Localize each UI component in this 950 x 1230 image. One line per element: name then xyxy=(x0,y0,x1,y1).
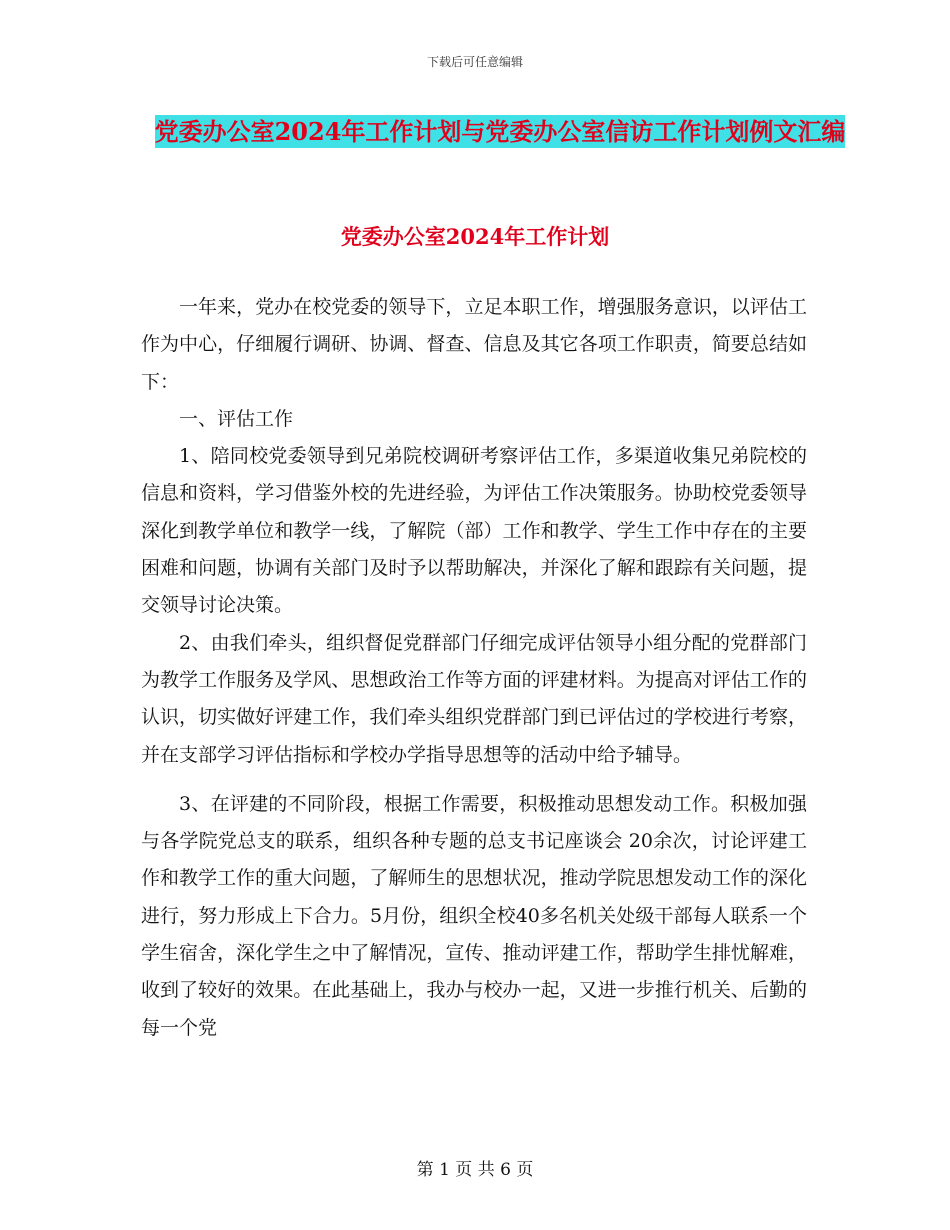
paragraph-item-3: 3、在评建的不同阶段，根据工作需要，积极推动思想发动工作。积极加强与各学院党总支的联系，组织各种专题的总支书记座谈会 20余次，讨论评建工作和教学工作的重大问题，了解师生的思想状况，推动学院思想发动工作的深化进行，努力形成上下合力。5月份，组织全校40多名机关处级干部每人联系一个学生宿舍，深化学生之中了解情况，宣传、推动评建工作，帮助学生排忧解难，收到了较好的效果。在此基础上，我办与校办一起，又进一步推行机关、后勤的每一个党 xyxy=(141,792,807,1039)
header-note: 下载后可任意编辑 xyxy=(426,55,523,69)
document-title-text: 党委办公室2024年工作计划与党委办公室信访工作计划例文汇编 xyxy=(154,117,846,146)
document-title xyxy=(140,108,860,155)
paragraph-intro: 一年来，党办在校党委的领导下，立足本职工作，增强服务意识，以评估工作为中心，仔细履行调研、协调、督查、信息及其它各项工作职责，简要总结如下： xyxy=(141,296,807,393)
document-body xyxy=(141,289,807,1047)
paragraph-heading-1: 一、评估工作 xyxy=(179,407,294,430)
page-footer: 第 1 页 共 6 页 xyxy=(416,1160,534,1180)
section-title: 党委办公室2024年工作计划 xyxy=(340,224,610,249)
paragraph-item-2: 2、由我们牵头，组织督促党群部门仔细完成评估领导小组分配的党群部门为教学工作服务及学风、思想政治工作等方面的评建材料。为提高对评估工作的认识，切实做好评建工作，我们牵头组织党群部门到已评估过的学校进行考察，并在支部学习评估指标和学校办学指导思想等的活动中给予辅导。 xyxy=(141,631,807,766)
paragraph-item-1: 1、陪同校党委领导到兄弟院校调研考察评估工作，多渠道收集兄弟院校的信息和资料，学习借鉴外校的先进经验，为评估工作决策服务。协助校党委领导深化到教学单位和教学一线，了解院（部）工作和教学、学生工作中存在的主要困难和问题，协调有关部门及时予以帮助解决，并深化了解和跟踪有关问题，提交领导讨论决策。 xyxy=(141,445,807,617)
